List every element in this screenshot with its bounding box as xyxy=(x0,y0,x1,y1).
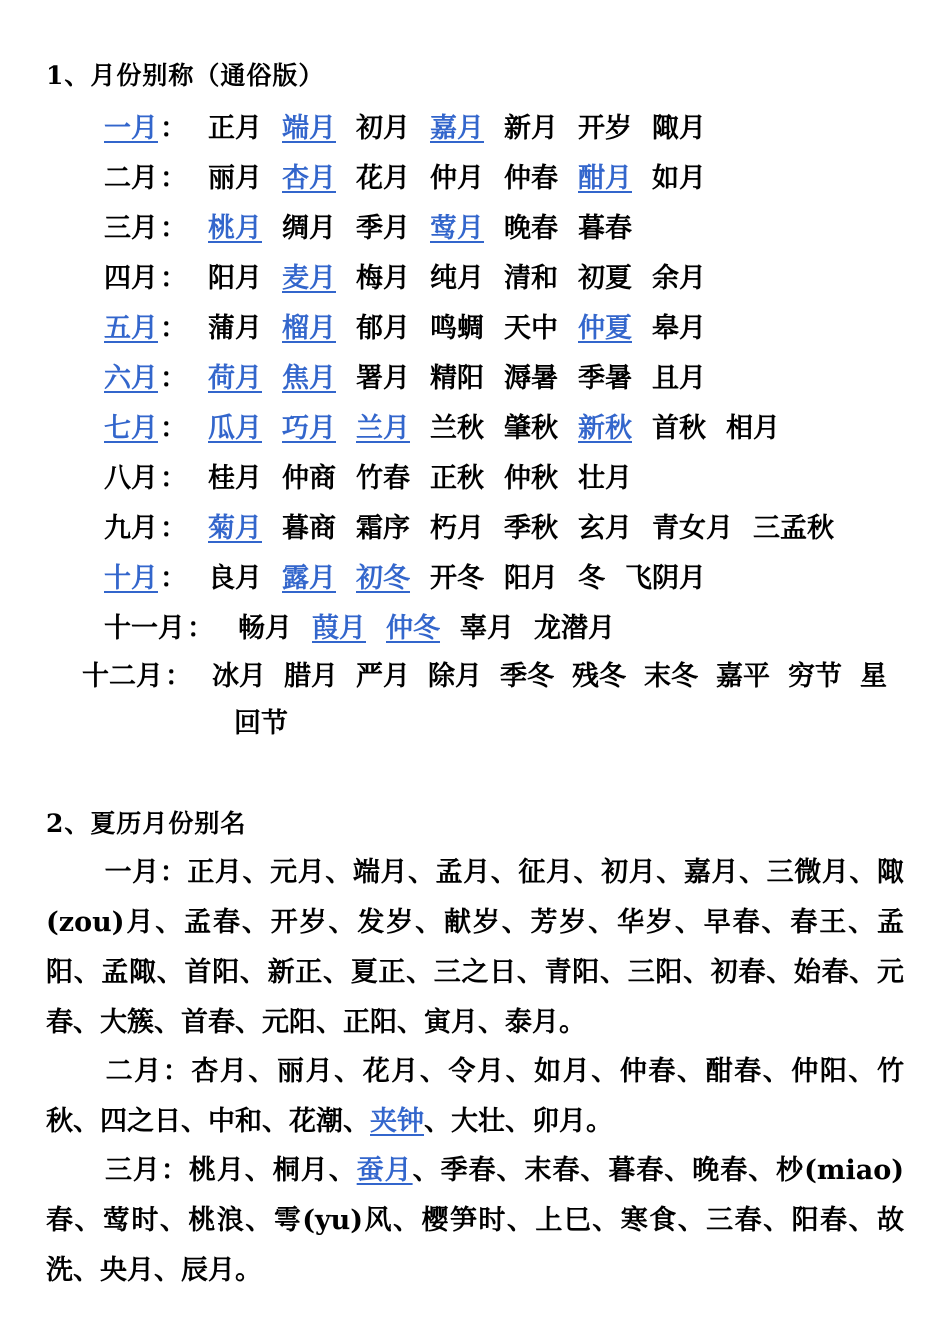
alias-name: 壮月 xyxy=(578,462,632,494)
label-colon: ： xyxy=(160,412,187,444)
month-row xyxy=(104,457,652,493)
alias-names xyxy=(208,556,726,595)
alias-link[interactable]: 兰月 xyxy=(356,412,410,444)
alias-name: 冰月 xyxy=(212,660,266,692)
alias-link[interactable]: 菊月 xyxy=(208,512,262,544)
alias-name: 星 xyxy=(860,660,887,692)
term-link[interactable]: 蚕月 xyxy=(356,1155,413,1186)
month-label-wrapper xyxy=(104,456,208,495)
alias-names xyxy=(208,156,726,195)
alias-name: 天中 xyxy=(504,312,558,344)
month-row xyxy=(104,407,800,443)
alias-name: 且月 xyxy=(652,362,706,394)
alias-names xyxy=(208,506,854,545)
alias-link[interactable]: 桃月 xyxy=(208,212,262,244)
alias-name: 桂月 xyxy=(208,462,262,494)
alias-name: 暮商 xyxy=(282,512,336,544)
section-1-title: 1、月份别称（通俗版） xyxy=(46,61,325,90)
alias-name: 开冬 xyxy=(430,562,484,594)
alias-name: 季暑 xyxy=(578,362,632,394)
alias-name: 良月 xyxy=(208,562,262,594)
alias-names xyxy=(208,256,726,295)
month-row xyxy=(104,557,726,593)
alias-name: 兰秋 xyxy=(430,412,484,444)
alias-names xyxy=(208,356,726,395)
alias-name: 正月 xyxy=(208,112,262,144)
alias-link[interactable]: 嘉月 xyxy=(430,112,484,144)
alias-name: 郁月 xyxy=(356,312,410,344)
alias-name: 初月 xyxy=(356,112,410,144)
alias-name: 玄月 xyxy=(578,512,632,544)
alias-name: 鸣蜩 xyxy=(430,312,484,344)
alias-name: 回节 xyxy=(234,707,288,739)
label-colon: ： xyxy=(160,512,187,544)
alias-names xyxy=(212,654,905,693)
alias-name: 季月 xyxy=(356,212,410,244)
alias-name: 冬 xyxy=(578,562,605,594)
paragraph-text: 二月：杏月、丽月、花月、令月、如月、仲春、酣春、仲阳、竹秋、四之日、中和、花潮、 xyxy=(46,1056,904,1137)
label-colon: ： xyxy=(160,112,187,144)
month-label-wrapper xyxy=(104,156,208,195)
alias-name: 署月 xyxy=(356,362,410,394)
alias-link[interactable]: 瓜月 xyxy=(208,412,262,444)
alias-name: 仲月 xyxy=(430,162,484,194)
alias-name: 晚春 xyxy=(504,212,558,244)
alias-name: 季冬 xyxy=(500,660,554,692)
alias-name: 仲秋 xyxy=(504,462,558,494)
label-colon: ： xyxy=(160,212,187,244)
paragraph-text: 、季春、末春、暮春、晚春、杪(miao)春、莺时、桃浪、雩(yu)风、樱笋时、上巳、寒食、三春、阳春、故洗、央月、辰月。 xyxy=(46,1155,905,1286)
alias-name: 除月 xyxy=(428,660,482,692)
alias-name: 暮春 xyxy=(578,212,632,244)
section-2-title: 2、夏历月份别名 xyxy=(46,809,247,838)
alias-name: 相月 xyxy=(726,412,780,444)
label-colon: ： xyxy=(160,262,187,294)
month-label: 三月 xyxy=(104,212,158,244)
month-label-wrapper xyxy=(104,506,208,545)
alias-name: 仲春 xyxy=(504,162,558,194)
alias-link[interactable]: 仲冬 xyxy=(386,612,440,644)
month-label-wrapper xyxy=(104,306,208,345)
alias-name: 霜序 xyxy=(356,512,410,544)
month-label[interactable]: 五月 xyxy=(104,312,158,344)
alias-name: 梅月 xyxy=(356,262,410,294)
alias-name: 如月 xyxy=(652,162,706,194)
alias-name: 季秋 xyxy=(504,512,558,544)
label-colon: ： xyxy=(165,660,192,692)
month-label: 四月 xyxy=(104,262,158,294)
alias-name: 穷节 xyxy=(788,660,842,692)
month-alias-paragraph xyxy=(46,1146,904,1296)
alias-name: 丽月 xyxy=(208,162,262,194)
month-label-wrapper xyxy=(104,256,208,295)
alias-link[interactable]: 露月 xyxy=(282,562,336,594)
alias-names xyxy=(208,456,652,495)
alias-name: 龙潜月 xyxy=(534,612,615,644)
alias-name: 腊月 xyxy=(284,660,338,692)
alias-link[interactable]: 焦月 xyxy=(282,362,336,394)
month-alias-paragraph xyxy=(46,1047,904,1147)
month-label: 八月 xyxy=(104,462,158,494)
alias-name: 严月 xyxy=(356,660,410,692)
alias-link[interactable]: 榴月 xyxy=(282,312,336,344)
month-row xyxy=(104,307,726,343)
alias-name: 竹春 xyxy=(356,462,410,494)
month-label[interactable]: 一月 xyxy=(104,112,158,144)
alias-link[interactable]: 麦月 xyxy=(282,262,336,294)
alias-names xyxy=(208,306,726,345)
alias-link[interactable]: 荷月 xyxy=(208,362,262,394)
alias-names xyxy=(208,406,800,445)
month-row xyxy=(104,157,726,193)
month-label-wrapper xyxy=(104,356,208,395)
alias-name: 开岁 xyxy=(578,112,632,144)
alias-name: 花月 xyxy=(356,162,410,194)
label-colon: ： xyxy=(160,312,187,344)
alias-link[interactable]: 莺月 xyxy=(430,212,484,244)
month-label-wrapper xyxy=(104,556,208,595)
month-label[interactable]: 七月 xyxy=(104,412,158,444)
alias-name: 飞阴月 xyxy=(625,562,706,594)
alias-link[interactable]: 杏月 xyxy=(282,162,336,194)
alias-name: 余月 xyxy=(652,262,706,294)
month-label: 十二月 xyxy=(82,660,163,692)
paragraph-text: 一月：正月、元月、端月、孟月、征月、初月、嘉月、三微月、陬(zou)月、孟春、开岁、发岁、献岁、芳岁、华岁、早春、春王、孟阳、孟陬、首阳、新正、夏正、三之日、青阳、三阳、初春、始春、元春、大簇、首春、元阳、正阳、寅月、泰月。 xyxy=(46,857,904,1038)
month-label-wrapper xyxy=(104,106,208,145)
alias-name: 畅月 xyxy=(238,612,292,644)
alias-name: 陬月 xyxy=(652,112,706,144)
alias-name: 精阳 xyxy=(430,362,484,394)
month-label-wrapper xyxy=(104,206,208,245)
alias-name: 肇秋 xyxy=(504,412,558,444)
alias-name: 正秋 xyxy=(430,462,484,494)
alias-name: 三孟秋 xyxy=(753,512,834,544)
alias-name: 末冬 xyxy=(644,660,698,692)
label-colon: ： xyxy=(160,462,187,494)
alias-name: 残冬 xyxy=(572,660,626,692)
month-label[interactable]: 十月 xyxy=(104,562,158,594)
month-row xyxy=(104,357,726,393)
alias-name: 溽暑 xyxy=(504,362,558,394)
alias-name: 首秋 xyxy=(652,412,706,444)
month-label[interactable]: 六月 xyxy=(104,362,158,394)
alias-link[interactable]: 端月 xyxy=(282,112,336,144)
alias-name: 阳月 xyxy=(208,262,262,294)
alias-name: 蒲月 xyxy=(208,312,262,344)
month-label: 九月 xyxy=(104,512,158,544)
month-label-wrapper xyxy=(104,606,238,645)
month-row xyxy=(104,257,726,293)
month-row xyxy=(104,607,635,643)
alias-link[interactable]: 葭月 xyxy=(312,612,366,644)
paragraph-text: 、大壮、卯月。 xyxy=(424,1106,613,1137)
month-label: 二月 xyxy=(104,162,158,194)
alias-name: 纯月 xyxy=(430,262,484,294)
month-alias-paragraph xyxy=(46,848,904,1048)
row-12-continuation xyxy=(234,702,308,738)
paragraph-text: 三月：桃月、桐月、 xyxy=(104,1155,357,1186)
month-label-wrapper xyxy=(104,406,208,445)
alias-names xyxy=(208,106,726,145)
alias-link[interactable]: 新秋 xyxy=(578,412,632,444)
label-colon: ： xyxy=(160,362,187,394)
alias-link[interactable]: 仲夏 xyxy=(578,312,632,344)
alias-link[interactable]: 初冬 xyxy=(356,562,410,594)
alias-link[interactable]: 酣月 xyxy=(578,162,632,194)
alias-name: 嘉平 xyxy=(716,660,770,692)
month-label: 十一月 xyxy=(104,612,185,644)
term-link[interactable]: 夹钟 xyxy=(370,1106,424,1137)
alias-name: 辜月 xyxy=(460,612,514,644)
month-row xyxy=(82,655,905,691)
label-colon: ： xyxy=(160,562,187,594)
month-label-wrapper xyxy=(82,654,212,693)
alias-name: 皋月 xyxy=(652,312,706,344)
alias-names xyxy=(208,206,652,245)
alias-name: 清和 xyxy=(504,262,558,294)
alias-name: 新月 xyxy=(504,112,558,144)
month-row xyxy=(104,107,726,143)
label-colon: ： xyxy=(187,612,214,644)
alias-name: 初夏 xyxy=(578,262,632,294)
label-colon: ： xyxy=(160,162,187,194)
alias-name: 朽月 xyxy=(430,512,484,544)
alias-name: 仲商 xyxy=(282,462,336,494)
month-row xyxy=(104,507,854,543)
alias-name: 绸月 xyxy=(282,212,336,244)
alias-link[interactable]: 巧月 xyxy=(282,412,336,444)
alias-name: 青女月 xyxy=(652,512,733,544)
alias-names xyxy=(238,606,635,645)
alias-name: 阳月 xyxy=(504,562,558,594)
month-row xyxy=(104,207,652,243)
